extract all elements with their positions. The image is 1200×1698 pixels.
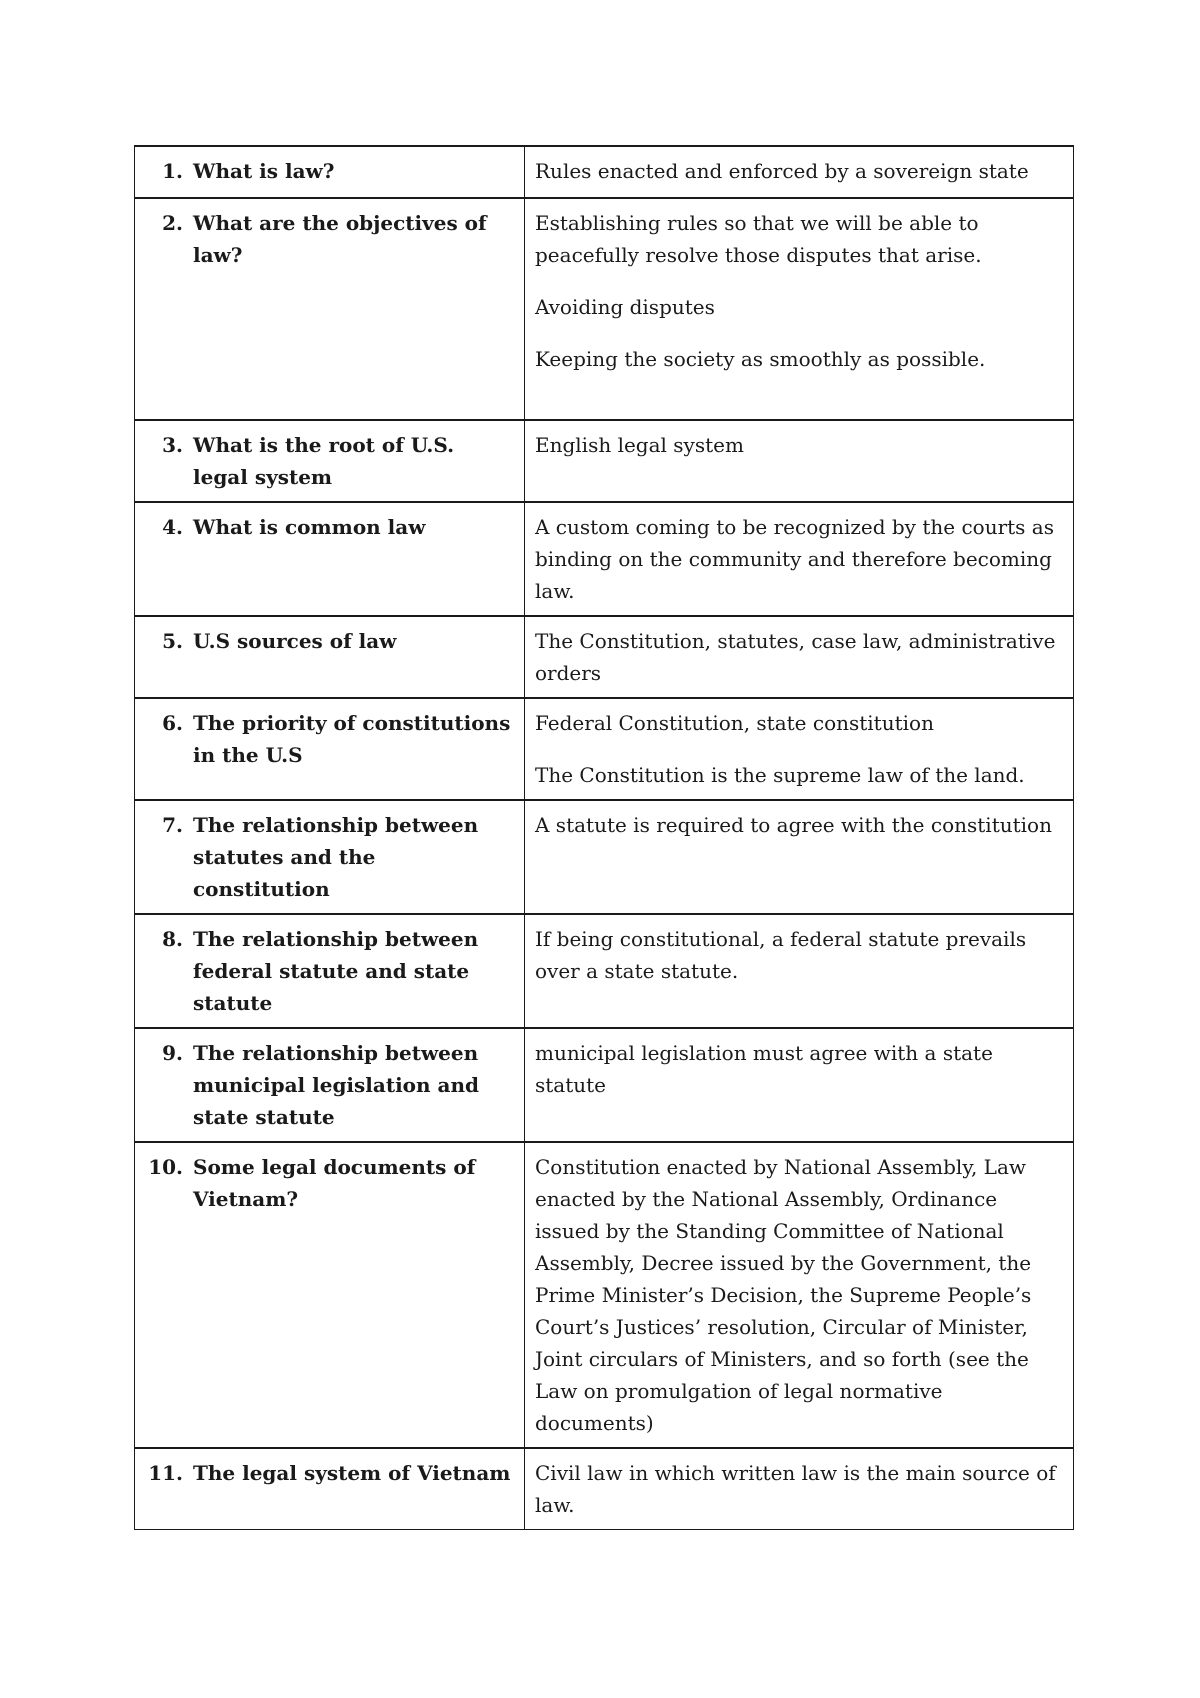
answer-text: The Constitution, statutes, case law, administrative orders — [535, 629, 1056, 685]
qa-table — [134, 145, 1074, 1530]
question-number: 3. — [162, 433, 183, 457]
answer-text: Constitution enacted by National Assembly, Law enacted by the National Assembly, Ordinance issued by the Standing Committee of National Assembly, Decree issued by the Government, the Prime Minister’s Decision, the Supreme People’s Court’s Justices’ resolution, Circular of Minister, Joint circulars of Ministers, and so forth (see the Law on promulgation of legal normative documents) — [535, 1155, 1032, 1435]
question-cell — [135, 420, 525, 502]
answer-cell — [525, 146, 1074, 198]
question-cell — [135, 1028, 525, 1142]
table-row — [135, 502, 1074, 616]
answer-text: If being constitutional, a federal statute prevails over a state statute. — [535, 927, 1027, 983]
answer-cell — [525, 1448, 1074, 1530]
question-text: What is common law — [193, 515, 426, 539]
question-cell — [135, 146, 525, 198]
table-row — [135, 1028, 1074, 1142]
qa-table-body — [135, 146, 1074, 1530]
question-cell — [135, 502, 525, 616]
question-text: What is law? — [193, 159, 335, 183]
table-row — [135, 698, 1074, 800]
answer-text: Establishing rules so that we will be able to peacefully resolve those disputes that arise. — [535, 211, 982, 267]
answer-cell — [525, 800, 1074, 914]
question-cell — [135, 1448, 525, 1530]
table-row — [135, 420, 1074, 502]
answer-cell — [525, 1028, 1074, 1142]
table-row — [135, 1448, 1074, 1530]
table-row — [135, 914, 1074, 1028]
answer-cell — [525, 420, 1074, 502]
question-text: What are the objectives of law? — [193, 211, 487, 267]
table-row — [135, 198, 1074, 420]
question-number: 9. — [162, 1041, 183, 1065]
answer-cell — [525, 198, 1074, 420]
answer-text: Avoiding disputes — [535, 295, 715, 319]
table-row — [135, 1142, 1074, 1448]
question-cell — [135, 914, 525, 1028]
question-cell — [135, 800, 525, 914]
question-cell — [135, 198, 525, 420]
answer-text: Rules enacted and enforced by a sovereign state — [535, 159, 1029, 183]
question-text: The priority of constitutions in the U.S — [193, 711, 511, 767]
question-number: 6. — [162, 711, 183, 735]
question-number: 10. — [148, 1155, 183, 1179]
answer-cell — [525, 914, 1074, 1028]
question-cell — [135, 1142, 525, 1448]
answer-cell — [525, 698, 1074, 800]
question-text: The relationship between municipal legislation and state statute — [193, 1041, 480, 1129]
question-text: The relationship between federal statute and state statute — [193, 927, 479, 1015]
question-number: 8. — [162, 927, 183, 951]
question-cell — [135, 698, 525, 800]
table-row — [135, 800, 1074, 914]
question-number: 2. — [162, 211, 183, 235]
question-number: 5. — [162, 629, 183, 653]
question-number: 4. — [162, 515, 183, 539]
answer-text: Civil law in which written law is the main source of law. — [535, 1461, 1056, 1517]
question-number: 11. — [148, 1461, 183, 1485]
answer-text: A custom coming to be recognized by the courts as binding on the community and therefore becoming law. — [535, 515, 1054, 603]
question-number: 7. — [162, 813, 183, 837]
answer-cell — [525, 502, 1074, 616]
question-text: What is the root of U.S. legal system — [193, 433, 455, 489]
answer-text: Keeping the society as smoothly as possible. — [535, 347, 986, 371]
answer-text: The Constitution is the supreme law of the land. — [535, 763, 1025, 787]
answer-text: municipal legislation must agree with a state statute — [535, 1041, 993, 1097]
table-row — [135, 146, 1074, 198]
question-cell — [135, 616, 525, 698]
answer-cell — [525, 616, 1074, 698]
question-text: The legal system of Vietnam — [193, 1461, 511, 1485]
question-number: 1. — [162, 159, 183, 183]
answer-text: Federal Constitution, state constitution — [535, 711, 934, 735]
table-row — [135, 616, 1074, 698]
answer-cell — [525, 1142, 1074, 1448]
question-text: The relationship between statutes and the constitution — [193, 813, 479, 901]
question-text: U.S sources of law — [193, 629, 397, 653]
answer-text: English legal system — [535, 433, 744, 457]
answer-text: A statute is required to agree with the constitution — [535, 813, 1052, 837]
question-text: Some legal documents of Vietnam? — [193, 1155, 476, 1211]
